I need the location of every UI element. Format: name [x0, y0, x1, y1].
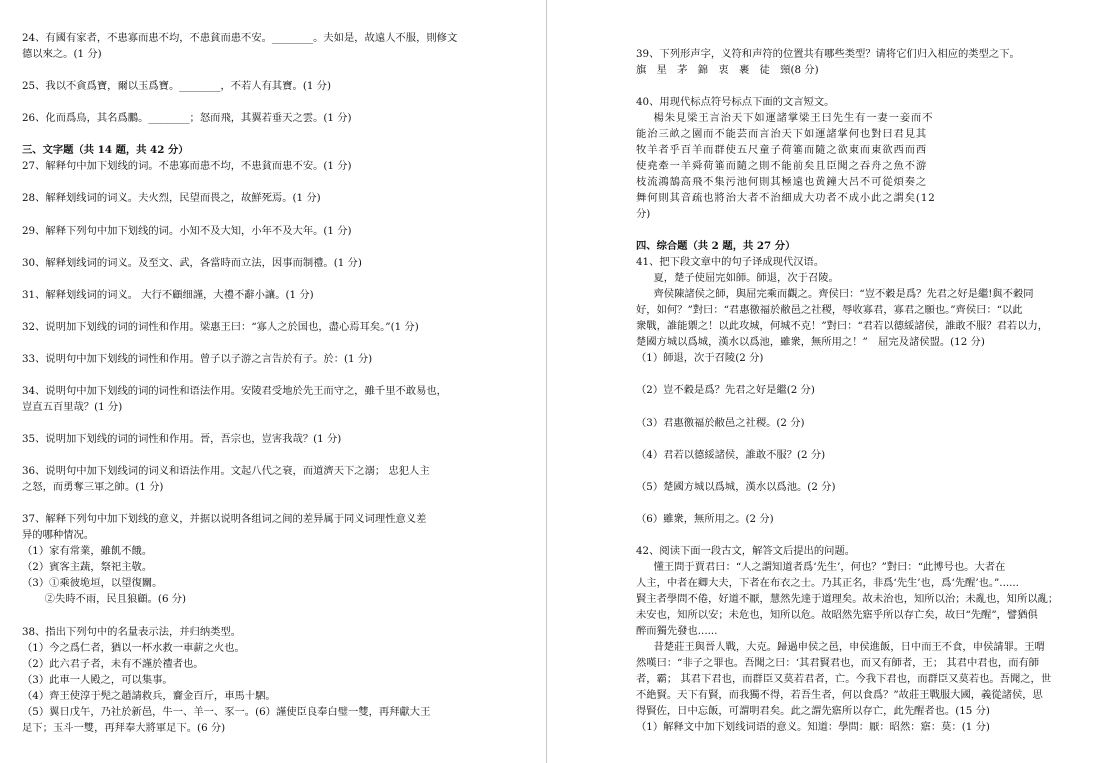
- question-31: 31、解释划线词的词义。 大行不顧细謹，大禮不辭小讓。(1 分): [22, 289, 314, 301]
- question-42-text5: 醉而獨先發也......: [636, 625, 718, 637]
- question-37-line1: 37、解释下列句中加下划线的意义，并据以说明各组词之间的差异属于同义词理性意义差: [22, 513, 427, 525]
- question-40-text1: 楊朱見梁王言治天下如運諸掌梁王曰先生有一妻一妾而不: [653, 112, 934, 124]
- question-28: 28、解释划线词的词义。夫火烈，民望而畏之，故鮮死焉。(1 分): [22, 192, 321, 204]
- question-40-text4: 使堯牽一羊舜荷箠而隨之則不能前矣且臣聞之吞舟之魚不游: [636, 160, 928, 172]
- question-25: 25、我以不貪爲寶，爾以玉爲寶。________，不若人有其寶。(1 分): [22, 80, 331, 92]
- question-37-item3a: （3）①乘彼垝垣，以望復關。: [22, 577, 163, 589]
- section-heading-3: 三、文字题（共 14 题，共 42 分）: [22, 144, 189, 156]
- question-40-text2: 能治三畝之園而不能芸而言治天下如運諸掌何也對曰君見其: [636, 128, 928, 140]
- question-34-line2: 豈直五百里哉？(1 分): [22, 401, 123, 413]
- question-30: 30、解释划线词的词义。及至文、武，各當時而立法，因事而制禮。(1 分): [22, 257, 362, 269]
- question-42-text7: 然嘆曰：“非子之罪也。吾聞之曰：‘其君賢君也，而又有師者，王； 其君中君也，而有師: [636, 657, 1040, 669]
- question-38-item4: （4）齊王使淳于髡之趙請救兵，齎金百斤，車馬十駟。: [22, 690, 276, 702]
- question-37-item2: （2）賓客主蔬，祭祀主敬。: [22, 561, 153, 573]
- question-38-item3: （3）此車一人殿之，可以集事。: [22, 674, 173, 686]
- question-41-text1: 夏，楚子使屈完如師。師退，次于召陵。: [653, 272, 839, 284]
- question-37-line2: 异的哪种情况。: [22, 529, 95, 541]
- question-41-sub5: （5）楚國方城以爲城，漢水以爲池。(2 分): [636, 481, 836, 493]
- question-42-text3: 賢主者學問不倦，好道不厭，慧然先達于道理矣。故未治也，知所以治；未亂也，知所以亂；: [636, 593, 1059, 605]
- question-42-text1: 懂王問于賈君曰：“人之謂知道者爲‘先生’，何也？”對曰：“此博号也。大者在: [653, 561, 1006, 573]
- question-42-text6: 昔楚莊王與晉人戰，大克。歸過申侯之邑，申侯進飯，日中而王不食，申侯請罪。王喟: [653, 641, 1045, 653]
- question-38-item5: （5）翼日戊午，乃社於新邑，牛一、羊一、豕一。(6）謹使臣良奉白璧一雙，再拜獻大王: [22, 706, 431, 718]
- question-34-line1: 34、说明句中加下划线的词的词性和语法作用。安陵君受地於先王而守之，雖千里不敢易也，: [22, 385, 447, 397]
- question-40-text6: 舞何則其音疏也將治大者不治細成大功者不成小此之謂矣(12: [636, 192, 936, 204]
- question-41-sub6: （6）雖衆，無所用之。(2 分): [636, 513, 774, 525]
- question-29: 29、解释下列句中加下划线的词。小知不及大知，小年不及大年。(1 分): [22, 225, 352, 237]
- question-42-line1: 42、阅读下面一段古文，解答文后提出的问题。: [636, 545, 856, 557]
- question-36-line2: 之怒，而勇奪三軍之帥。(1 分): [22, 481, 164, 493]
- question-40-text5: 枝流鴻鵠高飛不集污池何則其極遠也黄鐘大呂不可從煩奏之: [636, 176, 928, 188]
- question-38-item1: （1）今之爲仁者，猶以一杯水救一車薪之火也。: [22, 642, 245, 654]
- question-42-text10: 得賢佐，日中忘飯，可謂明君矣。此之謂先寤所以存亡，此先醒者也。(15 分): [636, 705, 990, 717]
- question-38-item6: 足下；玉斗一雙，再拜奉大將軍足下。(6 分): [22, 722, 226, 734]
- question-42-text4: 未安也，知所以安；未危也，知所以危。故昭然先寤乎所以存亡矣，故曰“先醒”，譬猶俱: [636, 609, 1038, 621]
- question-40-text7: 分): [636, 208, 651, 220]
- question-42-text8: 者，霸； 其君下君也，而群臣又莫若君者，亡。今我下君也，而群臣又莫若也。吾聞之，世: [636, 673, 1052, 685]
- question-41-text4: 衆戰，誰能禦之！以此攻城，何城不克！”對曰：“君若以德綏諸侯，誰敢不服？君若以力，: [636, 320, 1049, 332]
- question-33: 33、说明句中加下划线的词性和作用。曾子以子游之言告於有子。於：(1 分): [22, 353, 373, 365]
- question-37-item3b: ②失時不雨，民且狼顧。(6 分): [44, 593, 187, 605]
- question-32: 32、说明加下划线的词的词性和作用。梁惠王曰：“寡人之於国也，盡心焉耳矣。”(1 分): [22, 321, 419, 333]
- question-41-sub4: （4）君若以德綏諸侯，誰敢不服？(2 分): [636, 449, 826, 461]
- question-38-line1: 38、指出下列句中的名量表示法，并归纳类型。: [22, 626, 242, 638]
- question-41-text5: 楚國方城以爲城，漢水以爲池，雖衆，無所用之！” 屈完及諸侯盟。(12 分): [636, 336, 985, 348]
- question-24: 24、有國有家者，不患寡而患不均，不患貧而患不安。________。夫如是，故遠人不服，則修文德以來之。(1 分): [22, 32, 458, 61]
- question-42-text2: 人主，中者在卿大夫，下者在布衣之士。乃其正名，非爲‘先生’也，爲‘先醒’也。”......: [636, 577, 1019, 589]
- question-41-sub1: （1）師退，次于召陵(2 分): [636, 352, 764, 364]
- question-40-line1: 40、用现代标点符号标点下面的文言短文。: [636, 96, 835, 108]
- question-36-line1: 36、说明句中加下划线词的词义和语法作用。文起八代之衰，而道濟天下之溺； 忠犯人主: [22, 465, 430, 477]
- question-37-item1: （1）家有常業，雖飢不餓。: [22, 545, 153, 557]
- question-39-chars: 旗 星 茅 錦 衷 裹 徒 頸(8 分): [636, 64, 819, 76]
- question-38-item2: （2）此六君子者，未有不謹於禮者也。: [22, 658, 204, 670]
- question-39-line1: 39、下列形声字，义符和声符的位置共有哪些类型？请将它们归入相应的类型之下。: [636, 48, 1020, 60]
- question-40-text3: 牧羊者乎百羊而群使五尺童子荷箠而隨之欲東而東欲西而西: [636, 144, 928, 156]
- question-41-line1: 41、把下段文章中的句子译成现代汉语。: [636, 256, 825, 268]
- page-divider: [546, 0, 547, 763]
- question-27: 27、解释句中加下划线的词。不患寡而患不均，不患貧而患不安。(1 分): [22, 160, 352, 172]
- question-41-text3: 好，如何？”對曰：“君惠徼福於敝邑之社稷，辱收寡君，寡君之願也。”齊侯曰：“以此: [636, 304, 1023, 316]
- question-41-text2: 齊侯陳諸侯之師，與屈完乘而觀之。齊侯曰：“豈不穀是爲？先君之好是繼!與不穀同: [653, 288, 1034, 300]
- question-42-text9: 不絶賢。天下有賢，而我獨不得，若吾生者，何以食爲？”故莊王戰服大國，義從諸侯，思: [636, 689, 1043, 701]
- question-26: 26、化而爲鳥，其名爲鵬。________；怒而飛，其翼若垂天之雲。(1 分): [22, 112, 352, 124]
- question-35: 35、说明加下划线的词的词性和作用。晉，吾宗也，豈害我哉？(1 分): [22, 433, 342, 445]
- question-41-sub2: （2）豈不穀是爲？先君之好是繼(2 分): [636, 384, 815, 396]
- section-heading-4: 四、综合题（共 2 题，共 27 分）: [636, 240, 796, 252]
- question-42-sub1: （1）解释文中加下划线词语的意义。知道：學問：厭：昭然：寤：莫：(1 分): [636, 721, 990, 733]
- question-41-sub3: （3）君惠徼福於敝邑之社稷。(2 分): [636, 417, 805, 429]
